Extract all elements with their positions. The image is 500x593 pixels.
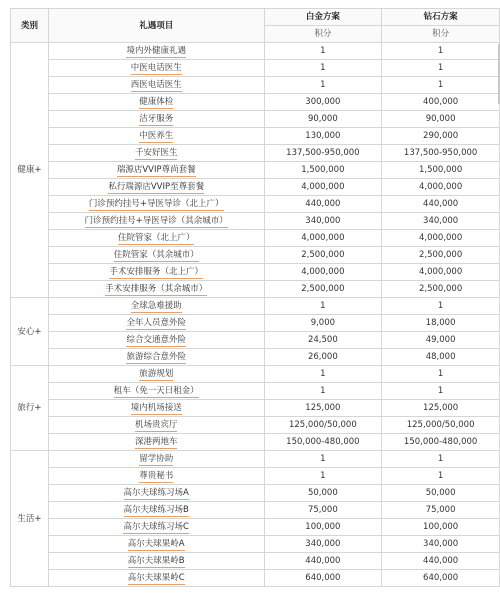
platinum-points-cell: 125,000/50,000 [264, 417, 382, 434]
diamond-points-cell: 1 [382, 77, 500, 94]
benefit-item-link[interactable]: 手术安排服务（其余城市） [105, 284, 208, 294]
diamond-points-cell: 49,000 [382, 332, 500, 349]
benefit-item-cell [48, 196, 264, 213]
diamond-points-cell: 1 [382, 383, 500, 400]
platinum-points-cell: 640,000 [264, 570, 382, 587]
platinum-points-cell: 2,500,000 [264, 247, 382, 264]
table-row [11, 349, 500, 366]
diamond-points-cell: 2,500,000 [382, 281, 500, 298]
benefit-item-link[interactable]: 境内机场接送 [130, 403, 182, 413]
platinum-points-cell: 4,000,000 [264, 230, 382, 247]
benefit-item-link[interactable]: 中医养生 [139, 131, 174, 141]
platinum-points-cell: 1 [264, 77, 382, 94]
benefit-item-cell [48, 451, 264, 468]
benefit-item-cell [48, 570, 264, 587]
table-row [11, 94, 500, 111]
benefit-item-link[interactable]: 中医电话医生 [130, 63, 182, 73]
benefit-item-cell [48, 179, 264, 196]
benefit-item-cell [48, 485, 264, 502]
diamond-points-cell: 2,500,000 [382, 247, 500, 264]
platinum-points-cell: 340,000 [264, 213, 382, 230]
platinum-points-cell: 137,500-950,000 [264, 145, 382, 162]
benefit-item-link[interactable]: 旅游规划 [139, 369, 174, 379]
diamond-points-cell: 125,000/50,000 [382, 417, 500, 434]
benefits-table [10, 8, 500, 587]
category-cell: 安心+ [11, 298, 49, 366]
benefit-item-link[interactable]: 私行瑞源店VVIP至尊套餐 [108, 182, 205, 192]
benefit-item-link[interactable]: 洁牙服务 [139, 114, 174, 124]
diamond-points-cell: 4,000,000 [382, 179, 500, 196]
benefit-item-link[interactable]: 健康体检 [139, 97, 174, 107]
table-row [11, 179, 500, 196]
diamond-points-cell: 440,000 [382, 553, 500, 570]
table-row [11, 366, 500, 383]
benefit-item-cell [48, 383, 264, 400]
benefit-item-cell [48, 366, 264, 383]
table-row [11, 128, 500, 145]
benefit-item-cell [48, 281, 264, 298]
benefit-item-cell [48, 502, 264, 519]
platinum-points-cell: 130,000 [264, 128, 382, 145]
category-header: 类别 [11, 9, 49, 43]
diamond-points-cell: 1 [382, 468, 500, 485]
platinum-points-cell: 90,000 [264, 111, 382, 128]
benefit-item-link[interactable]: 住院管家（北上广） [117, 233, 195, 243]
platinum-points-cell: 1 [264, 468, 382, 485]
benefit-item-link[interactable]: 门诊预约挂号+导医导诊（北上广） [88, 199, 224, 209]
benefit-item-link[interactable]: 深港两地车 [134, 437, 178, 447]
platinum-points-cell: 1 [264, 383, 382, 400]
benefit-item-cell [48, 43, 264, 60]
table-row [11, 111, 500, 128]
benefit-item-cell [48, 298, 264, 315]
benefit-item-cell [48, 247, 264, 264]
benefit-item-cell [48, 332, 264, 349]
benefit-item-link[interactable]: 高尔夫球练习场A [123, 488, 189, 498]
table-row [11, 162, 500, 179]
diamond-points-cell: 18,000 [382, 315, 500, 332]
platinum-points-cell: 1 [264, 43, 382, 60]
diamond-points-cell: 1 [382, 298, 500, 315]
table-row [11, 60, 500, 77]
table-row [11, 196, 500, 213]
diamond-points-cell: 400,000 [382, 94, 500, 111]
platinum-points-cell: 440,000 [264, 553, 382, 570]
benefit-item-cell [48, 553, 264, 570]
platinum-points-cell: 440,000 [264, 196, 382, 213]
platinum-points-cell: 1,500,000 [264, 162, 382, 179]
table-row [11, 417, 500, 434]
platinum-points-cell: 2,500,000 [264, 281, 382, 298]
benefit-item-cell [48, 60, 264, 77]
diamond-points-cell: 640,000 [382, 570, 500, 587]
benefit-item-link[interactable]: 全球急难援助 [130, 301, 182, 311]
benefit-item-link[interactable]: 门诊预约挂号+导医导诊（其余城市） [84, 216, 228, 226]
table-row [11, 213, 500, 230]
benefit-item-cell [48, 434, 264, 451]
benefit-item-link[interactable]: 住院管家（其余城市） [113, 250, 199, 260]
benefit-item-link[interactable]: 境内外健康礼遇 [126, 46, 186, 56]
diamond-points-cell: 75,000 [382, 502, 500, 519]
benefit-item-link[interactable]: 千安好医生 [134, 148, 178, 158]
benefit-item-cell [48, 536, 264, 553]
platinum-plan-header: 白金方案 [264, 9, 382, 26]
diamond-points-cell: 50,000 [382, 485, 500, 502]
item-header: 礼遇项目 [48, 9, 264, 43]
benefit-item-cell [48, 128, 264, 145]
table-row [11, 536, 500, 553]
platinum-points-cell: 4,000,000 [264, 264, 382, 281]
benefit-item-cell [48, 315, 264, 332]
benefit-item-cell [48, 77, 264, 94]
benefit-item-link[interactable]: 高尔夫球练习场B [123, 505, 189, 515]
benefit-item-cell [48, 400, 264, 417]
benefit-item-cell [48, 94, 264, 111]
diamond-points-cell: 1 [382, 60, 500, 77]
benefit-item-cell [48, 162, 264, 179]
benefit-item-cell [48, 111, 264, 128]
category-cell: 生活+ [11, 451, 49, 587]
benefit-item-link[interactable]: 西医电话医生 [130, 80, 182, 90]
diamond-points-cell: 150,000-480,000 [382, 434, 500, 451]
benefits-table-body [11, 43, 500, 587]
benefit-item-link[interactable]: 尊贵秘书 [139, 471, 174, 481]
platinum-points-cell: 100,000 [264, 519, 382, 536]
table-row [11, 43, 500, 60]
table-row [11, 485, 500, 502]
table-row [11, 468, 500, 485]
platinum-points-cell: 50,000 [264, 485, 382, 502]
benefit-item-cell [48, 145, 264, 162]
diamond-points-cell: 4,000,000 [382, 230, 500, 247]
benefit-item-link[interactable]: 机场贵宾厅 [134, 420, 178, 430]
diamond-points-cell: 1 [382, 43, 500, 60]
platinum-points-cell: 26,000 [264, 349, 382, 366]
benefit-item-link[interactable]: 手术安排服务（北上广） [109, 267, 203, 277]
diamond-points-cell: 100,000 [382, 519, 500, 536]
diamond-points-cell: 440,000 [382, 196, 500, 213]
diamond-points-cell: 340,000 [382, 536, 500, 553]
platinum-points-cell: 1 [264, 366, 382, 383]
category-cell: 健康+ [11, 43, 49, 298]
diamond-points-cell: 1 [382, 366, 500, 383]
benefit-item-cell [48, 349, 264, 366]
benefit-item-link[interactable]: 高尔夫球果岭C [127, 573, 185, 583]
benefit-item-cell [48, 264, 264, 281]
platinum-points-cell: 4,000,000 [264, 179, 382, 196]
table-row [11, 570, 500, 587]
platinum-points-cell: 75,000 [264, 502, 382, 519]
diamond-points-cell: 4,000,000 [382, 264, 500, 281]
table-row [11, 332, 500, 349]
table-row [11, 145, 500, 162]
benefit-item-link[interactable]: 旅游综合意外险 [126, 352, 186, 362]
benefit-item-link[interactable]: 租车（免一天日租金） [113, 386, 199, 396]
platinum-points-cell: 300,000 [264, 94, 382, 111]
table-row [11, 519, 500, 536]
table-row [11, 451, 500, 468]
benefit-item-link[interactable]: 高尔夫球果岭A [127, 539, 185, 549]
diamond-points-cell: 1,500,000 [382, 162, 500, 179]
benefit-item-cell [48, 213, 264, 230]
table-row [11, 400, 500, 417]
diamond-points-cell: 125,000 [382, 400, 500, 417]
table-row [11, 77, 500, 94]
table-row [11, 281, 500, 298]
platinum-points-cell: 1 [264, 298, 382, 315]
table-row [11, 230, 500, 247]
diamond-points-cell: 137,500-950,000 [382, 145, 500, 162]
benefit-item-cell [48, 230, 264, 247]
diamond-points-cell: 48,000 [382, 349, 500, 366]
diamond-points-cell: 90,000 [382, 111, 500, 128]
table-row [11, 553, 500, 570]
benefit-item-link[interactable]: 瑞源店VVIP尊尚套餐 [116, 165, 196, 175]
platinum-points-cell: 1 [264, 60, 382, 77]
category-cell: 旅行+ [11, 366, 49, 451]
platinum-points-cell: 24,500 [264, 332, 382, 349]
benefit-item-link[interactable]: 综合交通意外险 [126, 335, 186, 345]
benefit-item-link[interactable]: 留学协助 [139, 454, 174, 464]
benefit-item-cell [48, 417, 264, 434]
platinum-points-cell: 340,000 [264, 536, 382, 553]
platinum-points-cell: 125,000 [264, 400, 382, 417]
platinum-unit-label: 积分 [264, 26, 382, 43]
diamond-points-cell: 290,000 [382, 128, 500, 145]
table-row [11, 502, 500, 519]
table-row [11, 264, 500, 281]
diamond-plan-header: 钻石方案 [382, 9, 500, 26]
benefit-item-link[interactable]: 高尔夫球果岭B [127, 556, 185, 566]
table-row [11, 383, 500, 400]
benefit-item-link[interactable]: 高尔夫球练习场C [123, 522, 189, 532]
benefit-item-link[interactable]: 全年人员意外险 [126, 318, 186, 328]
table-row [11, 434, 500, 451]
table-row [11, 298, 500, 315]
diamond-points-cell: 340,000 [382, 213, 500, 230]
benefit-item-cell [48, 468, 264, 485]
table-header-row [11, 9, 500, 26]
platinum-points-cell: 150,000-480,000 [264, 434, 382, 451]
benefit-item-cell [48, 519, 264, 536]
platinum-points-cell: 9,000 [264, 315, 382, 332]
diamond-unit-label: 积分 [382, 26, 500, 43]
diamond-points-cell: 1 [382, 451, 500, 468]
table-row [11, 247, 500, 264]
platinum-points-cell: 1 [264, 451, 382, 468]
table-row [11, 315, 500, 332]
